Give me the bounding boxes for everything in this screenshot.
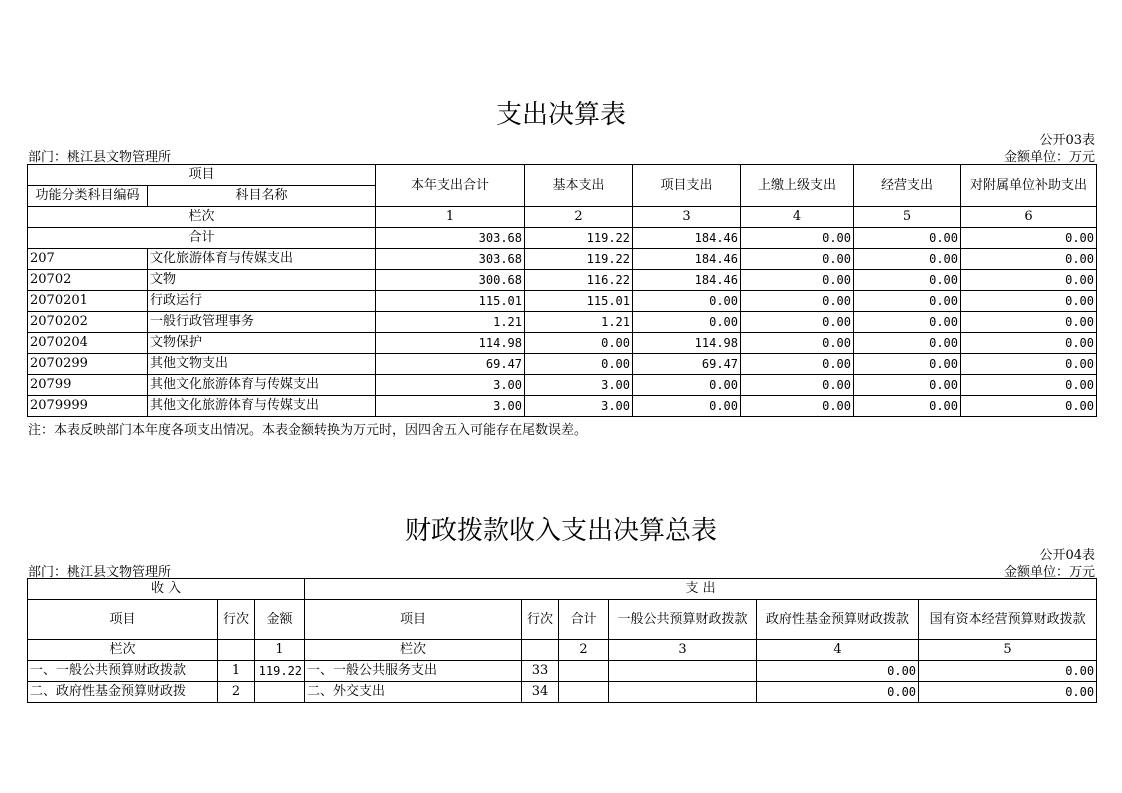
row-code: 207 xyxy=(28,249,148,270)
header-expense-total: 合计 xyxy=(559,600,609,640)
income-item: 一、一般公共预算财政拨款 xyxy=(28,661,218,682)
cell-value: 69.47 xyxy=(376,354,525,375)
income-amount: 119.22 xyxy=(255,661,305,682)
cell-value: 0.00 xyxy=(961,291,1097,312)
table-row xyxy=(28,354,1097,375)
cell-value: 0.00 xyxy=(741,249,854,270)
row-code: 2070202 xyxy=(28,312,148,333)
cell-value: 0.00 xyxy=(633,291,741,312)
table-row xyxy=(28,312,1097,333)
header-state-capital: 国有资本经营预算财政拨款 xyxy=(919,600,1097,640)
row-name: 其他文物支出 xyxy=(148,354,376,375)
table2-unit: 金额单位：万元 xyxy=(1003,565,1095,580)
table-row xyxy=(28,682,1097,703)
cell-value: 0.00 xyxy=(854,396,961,417)
state-capital-value: 0.00 xyxy=(919,682,1097,703)
income-line: 2 xyxy=(218,682,255,703)
empty-cell xyxy=(218,640,255,661)
cell-value: 3.00 xyxy=(376,396,525,417)
cell-value: 303.68 xyxy=(376,228,525,249)
cell-value: 116.22 xyxy=(525,270,633,291)
cell-value: 0.00 xyxy=(854,312,961,333)
income-item: 二、政府性基金预算财政拨 xyxy=(28,682,218,703)
expense-line: 34 xyxy=(522,682,559,703)
cell-value: 0.00 xyxy=(961,228,1097,249)
cell-value: 0.00 xyxy=(741,312,854,333)
row-code: 20799 xyxy=(28,375,148,396)
header-gov-fund: 政府性基金预算财政拨款 xyxy=(757,600,919,640)
row-code: 20702 xyxy=(28,270,148,291)
cell-value: 0.00 xyxy=(854,228,961,249)
cell-value: 3.00 xyxy=(525,396,633,417)
income-amount xyxy=(255,682,305,703)
cell-value: 114.98 xyxy=(376,333,525,354)
cell-value: 0.00 xyxy=(961,354,1097,375)
cell-value: 1.21 xyxy=(376,312,525,333)
col-num: 4 xyxy=(741,207,854,228)
col-num: 2 xyxy=(525,207,633,228)
cell-value: 0.00 xyxy=(741,396,854,417)
expense-total xyxy=(559,661,609,682)
table1-note: 注：本表反映部门本年度各项支出情况。本表金额转换为万元时，因四舍五入可能存在尾数误差。 xyxy=(28,423,588,438)
header-name: 科目名称 xyxy=(148,186,376,207)
cell-value: 0.00 xyxy=(961,396,1097,417)
header-upper: 上缴上级支出 xyxy=(741,165,854,207)
header-general-budget: 一般公共预算财政拨款 xyxy=(609,600,757,640)
cell-value: 0.00 xyxy=(961,270,1097,291)
expense-table xyxy=(27,164,1097,417)
row-name: 行政运行 xyxy=(148,291,376,312)
sum-label: 合计 xyxy=(28,228,376,249)
cell-value: 119.22 xyxy=(525,228,633,249)
state-capital-value: 0.00 xyxy=(919,661,1097,682)
col-num: 5 xyxy=(919,640,1097,661)
income-line: 1 xyxy=(218,661,255,682)
header-project: 项目支出 xyxy=(633,165,741,207)
table-row xyxy=(28,333,1097,354)
cell-value: 0.00 xyxy=(854,333,961,354)
header-business: 经营支出 xyxy=(854,165,961,207)
cell-value: 303.68 xyxy=(376,249,525,270)
table1-unit: 金额单位：万元 xyxy=(1003,150,1095,165)
col-num: 3 xyxy=(609,640,757,661)
cell-value: 0.00 xyxy=(741,270,854,291)
row-name: 其他文化旅游体育与传媒支出 xyxy=(148,375,376,396)
cell-value: 184.46 xyxy=(633,270,741,291)
col-num: 1 xyxy=(376,207,525,228)
table2-code: 公开04表 xyxy=(1039,548,1095,563)
empty-cell xyxy=(522,640,559,661)
row-code: 2070201 xyxy=(28,291,148,312)
row-name: 文物 xyxy=(148,270,376,291)
cell-value: 0.00 xyxy=(633,375,741,396)
cell-value: 0.00 xyxy=(854,291,961,312)
sum-row xyxy=(28,228,1097,249)
gov-fund-value: 0.00 xyxy=(757,661,919,682)
cell-value: 0.00 xyxy=(741,228,854,249)
expense-item: 一、一般公共服务支出 xyxy=(305,661,522,682)
col-num: 1 xyxy=(255,640,305,661)
row-code: 2079999 xyxy=(28,396,148,417)
table1-code: 公开03表 xyxy=(1039,133,1095,148)
cell-value: 0.00 xyxy=(854,270,961,291)
cell-value: 0.00 xyxy=(961,375,1097,396)
header-expense-line: 行次 xyxy=(522,600,559,640)
cell-value: 184.46 xyxy=(633,228,741,249)
cell-value: 0.00 xyxy=(633,396,741,417)
cell-value: 0.00 xyxy=(525,354,633,375)
table-row xyxy=(28,291,1097,312)
header-income-line: 行次 xyxy=(218,600,255,640)
table-row xyxy=(28,375,1097,396)
cell-value: 115.01 xyxy=(376,291,525,312)
fiscal-summary-table xyxy=(27,578,1097,703)
cell-value: 119.22 xyxy=(525,249,633,270)
cell-value: 0.00 xyxy=(633,312,741,333)
row-code: 2070299 xyxy=(28,354,148,375)
col-num: 5 xyxy=(854,207,961,228)
cell-value: 0.00 xyxy=(854,354,961,375)
table-row xyxy=(28,396,1097,417)
expense-total xyxy=(559,682,609,703)
header-code: 功能分类科目编码 xyxy=(28,186,148,207)
row-name: 文物保护 xyxy=(148,333,376,354)
row-code: 2070204 xyxy=(28,333,148,354)
table-row xyxy=(28,249,1097,270)
table1-dept: 部门：桃江县文物管理所 xyxy=(28,150,172,165)
table1-title: 支出决算表 xyxy=(495,100,626,130)
header-lanci-2: 栏次 xyxy=(305,640,522,661)
expense-item: 二、外交支出 xyxy=(305,682,522,703)
col-num: 6 xyxy=(961,207,1097,228)
cell-value: 0.00 xyxy=(961,312,1097,333)
row-name: 一般行政管理事务 xyxy=(148,312,376,333)
header-income-amount: 金额 xyxy=(255,600,305,640)
header-total: 本年支出合计 xyxy=(376,165,525,207)
cell-value: 1.21 xyxy=(525,312,633,333)
col-num: 2 xyxy=(559,640,609,661)
header-expense-item: 项目 xyxy=(305,600,522,640)
table2-dept: 部门：桃江县文物管理所 xyxy=(28,565,172,580)
cell-value: 0.00 xyxy=(525,333,633,354)
cell-value: 0.00 xyxy=(961,249,1097,270)
row-name: 其他文化旅游体育与传媒支出 xyxy=(148,396,376,417)
header-lanci: 栏次 xyxy=(28,640,218,661)
general-budget-value xyxy=(609,661,757,682)
row-name: 文化旅游体育与传媒支出 xyxy=(148,249,376,270)
table2-title: 财政拨款收入支出决算总表 xyxy=(404,516,717,546)
cell-value: 69.47 xyxy=(633,354,741,375)
header-expense: 支 出 xyxy=(305,579,1097,600)
table-row xyxy=(28,270,1097,291)
header-item: 项目 xyxy=(28,165,376,186)
cell-value: 114.98 xyxy=(633,333,741,354)
general-budget-value xyxy=(609,682,757,703)
cell-value: 0.00 xyxy=(741,291,854,312)
header-lanci: 栏次 xyxy=(28,207,376,228)
cell-value: 0.00 xyxy=(741,354,854,375)
cell-value: 184.46 xyxy=(633,249,741,270)
cell-value: 0.00 xyxy=(854,375,961,396)
cell-value: 3.00 xyxy=(376,375,525,396)
cell-value: 300.68 xyxy=(376,270,525,291)
header-income-item: 项目 xyxy=(28,600,218,640)
cell-value: 0.00 xyxy=(854,249,961,270)
col-num: 3 xyxy=(633,207,741,228)
header-basic: 基本支出 xyxy=(525,165,633,207)
gov-fund-value: 0.00 xyxy=(757,682,919,703)
cell-value: 0.00 xyxy=(961,333,1097,354)
cell-value: 0.00 xyxy=(741,333,854,354)
col-num: 4 xyxy=(757,640,919,661)
header-subsidy: 对附属单位补助支出 xyxy=(961,165,1097,207)
table-row xyxy=(28,661,1097,682)
header-income: 收 入 xyxy=(28,579,305,600)
cell-value: 115.01 xyxy=(525,291,633,312)
cell-value: 0.00 xyxy=(741,375,854,396)
expense-line: 33 xyxy=(522,661,559,682)
cell-value: 3.00 xyxy=(525,375,633,396)
